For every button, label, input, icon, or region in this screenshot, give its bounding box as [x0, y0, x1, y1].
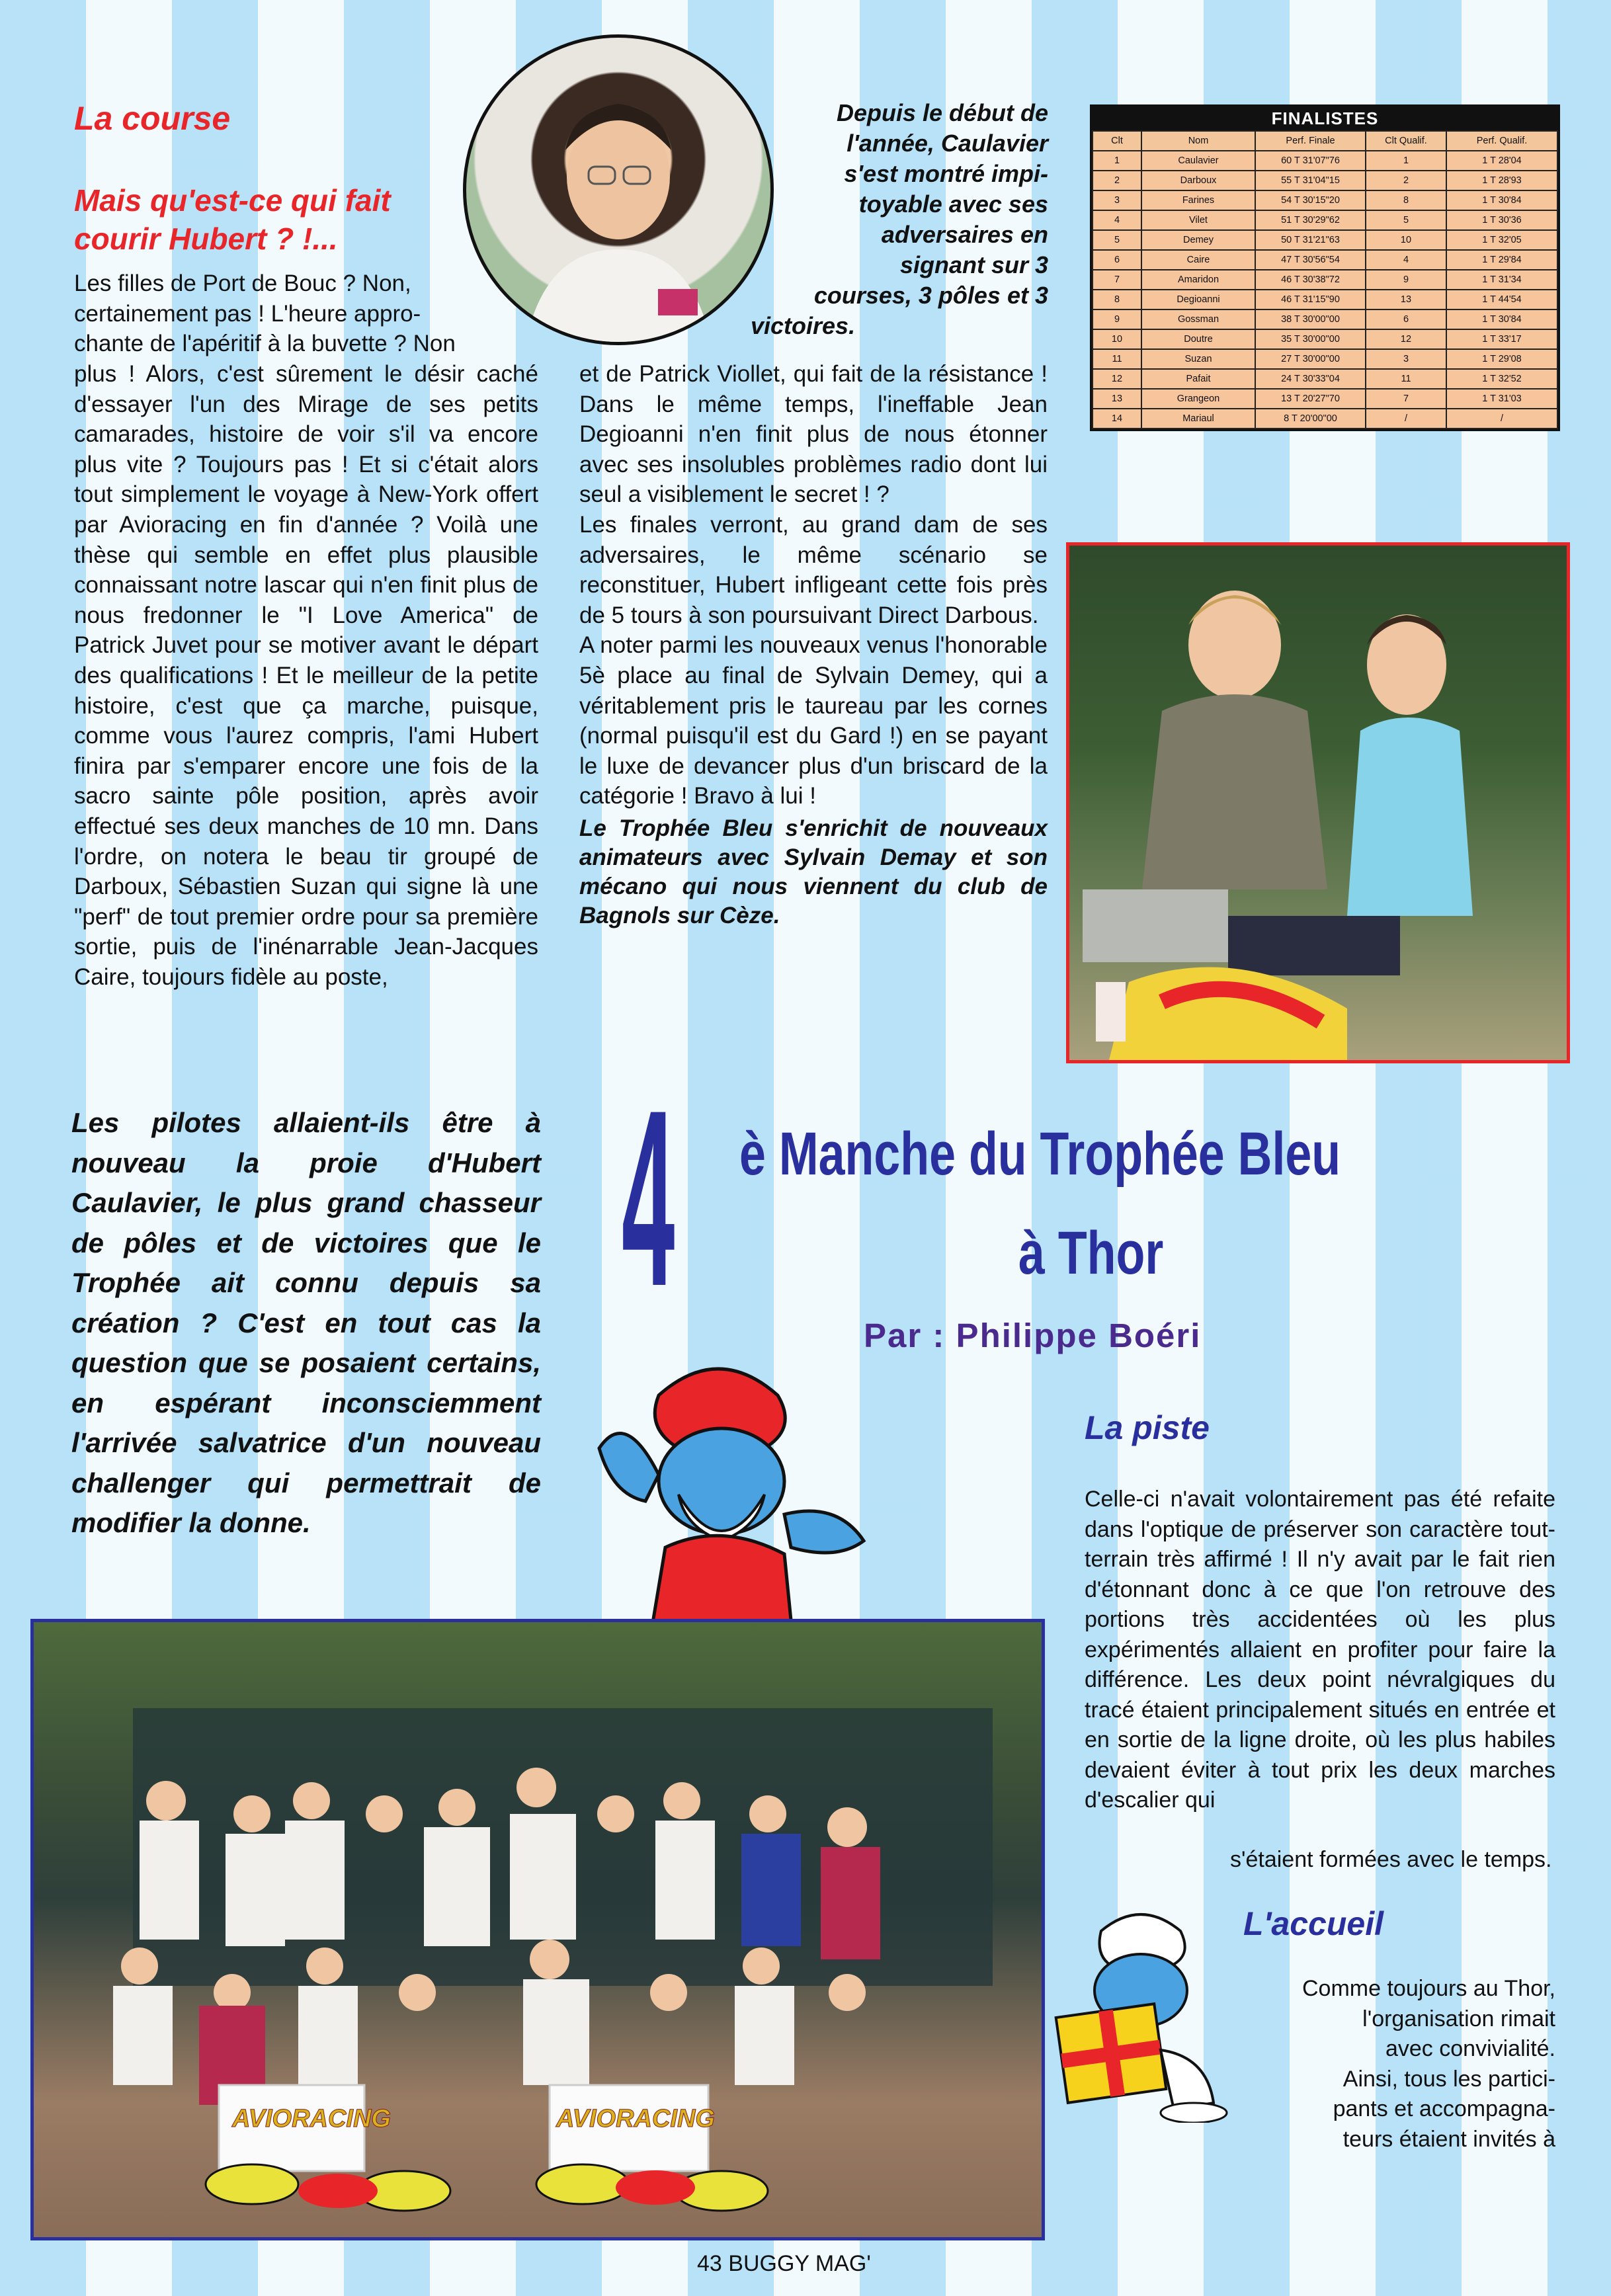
cell-nom: Gossman — [1141, 309, 1255, 329]
accueil-body — [1230, 1974, 1555, 2155]
avioracing-banner-right: AVIORACING — [556, 2105, 715, 2133]
col1-body: plus ! Alors, c'est sûrement le désir caché d'essayer l'un des Mirage de ses petits camarades, histoire de voir s'il va encore plus vite ? Toujours pas ! Et si c'était alors tout simplement le voyage à New-York offert par Avioracing en fin d'année ? Voilà une thèse qui semble en effet plus plausible connaissant notre lascar qui n'en finit plus de nous fredonner le "I Love America" de Patrick Juvet pour se motiver avant le départ des qualifications ! Et le meilleur de la petite histoire, c'est que ça marche, puisque, comme vous l'aurez compris, l'ami Hubert finira par s'emparer encore une fois de la sacro sainte pôle position, après avoir effectué ses deux manches de 10 mn. Dans l'ordre, on notera le beau tir groupé de Darboux, Sébastien Suzan qui signe là une "perf" de tout premier ordre pour sa première sortie, puis de l'inénarrable Jean-Jacques Caire, toujours fidèle au poste, — [74, 361, 538, 990]
byline: Par : Philippe Boéri — [864, 1317, 1202, 1354]
cell-clt-qualif: 4 — [1366, 250, 1446, 270]
cell-perf-finale: 54 T 30'15"20 — [1255, 190, 1366, 210]
table-row — [1093, 270, 1557, 290]
cell-clt-qualif: 12 — [1366, 329, 1446, 349]
caption-line-2: l'année, Caulavier — [847, 130, 1048, 157]
headline-number-4: 4 — [622, 1057, 675, 1338]
subtitle-hubert: Mais qu'est-ce qui fait courir Hubert ? !... — [74, 183, 391, 256]
table-row — [1093, 210, 1557, 230]
caption-caulavier — [751, 98, 1048, 341]
papa-smurf-icon — [586, 1349, 870, 1660]
cell-perf-qualif: 1 T 33'17 — [1446, 329, 1557, 349]
cell-perf-finale: 24 T 30'33"04 — [1255, 369, 1366, 389]
portrait-photo-hubert — [463, 34, 774, 345]
cell-clt: 9 — [1093, 309, 1141, 329]
caption-line-3: s'est montré impi- — [844, 160, 1048, 187]
group-photo — [30, 1619, 1045, 2240]
header-clt-qualif: Clt Qualif. — [1366, 131, 1446, 151]
cell-nom: Caulavier — [1141, 151, 1255, 171]
cell-clt-qualif: 10 — [1366, 230, 1446, 250]
cell-perf-finale: 27 T 30'00"00 — [1255, 349, 1366, 369]
cell-perf-finale: 50 T 31'21"63 — [1255, 230, 1366, 250]
section-title-la-course: La course — [74, 100, 231, 137]
table-row — [1093, 309, 1557, 329]
table-body — [1093, 151, 1557, 429]
col1-body-narrow — [74, 268, 458, 359]
cell-perf-finale: 55 T 31'04"15 — [1255, 171, 1366, 190]
cell-clt-qualif: 5 — [1366, 210, 1446, 230]
cell-clt-qualif: 7 — [1366, 389, 1446, 409]
cell-perf-qualif: 1 T 32'05 — [1446, 230, 1557, 250]
table-title: FINALISTES — [1092, 106, 1558, 130]
cell-clt-qualif: 3 — [1366, 349, 1446, 369]
table-row — [1093, 230, 1557, 250]
table-row — [1093, 151, 1557, 171]
accueil-line-1: Comme toujours au Thor, — [1302, 1976, 1555, 2001]
table-header-row — [1093, 131, 1557, 151]
photo-illustration — [1069, 546, 1567, 1060]
caption-line-1: Depuis le début de — [836, 99, 1048, 126]
cell-perf-qualif: 1 T 29'84 — [1446, 250, 1557, 270]
accueil-line-2: l'organisation rimait — [1362, 2006, 1555, 2031]
cell-perf-finale: 8 T 20'00"00 — [1255, 409, 1366, 429]
table-row — [1093, 329, 1557, 349]
cell-nom: Degioanni — [1141, 290, 1255, 309]
cell-clt: 3 — [1093, 190, 1141, 210]
cell-perf-qualif: 1 T 30'84 — [1446, 190, 1557, 210]
caption-line-5: adversaires en — [881, 221, 1048, 248]
intro-paragraph: Les pilotes allaient-ils être à nouveau la proie d'Hubert Caulavier, le plus grand chasseur de pôles et de victoires que le Trophée ait connu depuis sa création ? C'est en tout cas la question que se posaient certains, en espérant inconsciemment l'arrivée salvatrice d'un nouveau challenger qui permettrait de modifier la donne. — [71, 1107, 541, 1538]
cell-perf-finale: 47 T 30'56"54 — [1255, 250, 1366, 270]
cell-clt: 12 — [1093, 369, 1141, 389]
table-row — [1093, 409, 1557, 429]
cell-clt-qualif: 13 — [1366, 290, 1446, 309]
cell-nom: Amaridon — [1141, 270, 1255, 290]
accueil-line-5: pants et accompagna- — [1333, 2096, 1555, 2122]
header-nom: Nom — [1141, 131, 1255, 151]
col2-paragraph-2: Les finales verront, au grand dam de ses adversaires, le même scénario se reconstituer, Hubert infligeant cette fois près de 5 tours à son poursuivant Direct Darbous. — [579, 511, 1048, 628]
cell-clt-qualif: / — [1366, 409, 1446, 429]
cell-nom: Grangeon — [1141, 389, 1255, 409]
col2-paragraph-3: A noter parmi les nouveaux venus l'honorable 5è place au final de Sylvain Demey, qui a véritablement pris le taureau par les cornes (normal puisqu'il est du Gard !) en se payant le luxe de devancer plus d'un briscard de la catégorie ! Bravo à lui ! — [579, 632, 1048, 809]
table-row — [1093, 369, 1557, 389]
cell-clt: 10 — [1093, 329, 1141, 349]
table-row — [1093, 349, 1557, 369]
section-title-accueil: L'accueil — [1243, 1905, 1384, 1942]
cell-clt: 5 — [1093, 230, 1141, 250]
cell-perf-finale: 13 T 20'27"70 — [1255, 389, 1366, 409]
cell-perf-qualif: / — [1446, 409, 1557, 429]
col2-caption-sylvain: Le Trophée Bleu s'enrichit de nouveaux animateurs avec Sylvain Demay et son mécano qui nous viennent du club de Bagnols sur Cèze. — [579, 815, 1048, 928]
header-perf-finale: Perf. Finale — [1255, 131, 1366, 151]
caption-line-8: victoires. — [751, 312, 856, 339]
papa-smurf-illustration — [586, 1349, 870, 1660]
cell-clt-qualif: 9 — [1366, 270, 1446, 290]
cell-clt: 1 — [1093, 151, 1141, 171]
cell-nom: Vilet — [1141, 210, 1255, 230]
cell-perf-finale: 46 T 30'38"72 — [1255, 270, 1366, 290]
cell-clt: 7 — [1093, 270, 1141, 290]
caption-line-4: toyable avec ses — [858, 190, 1048, 218]
caption-line-6: signant sur 3 — [899, 251, 1048, 278]
narrow-line-2: certainement pas ! L'heure appro- — [74, 300, 421, 327]
cell-clt: 14 — [1093, 409, 1141, 429]
cell-perf-finale: 51 T 30'29"62 — [1255, 210, 1366, 230]
cell-clt: 2 — [1093, 171, 1141, 190]
table-row — [1093, 250, 1557, 270]
cell-perf-qualif: 1 T 28'04 — [1446, 151, 1557, 171]
cell-perf-finale: 46 T 31'15"90 — [1255, 290, 1366, 309]
cell-perf-qualif: 1 T 44'54 — [1446, 290, 1557, 309]
cell-nom: Demey — [1141, 230, 1255, 250]
accueil-line-6: teurs étaient invités à — [1342, 2126, 1555, 2152]
narrow-line-1: Les filles de Port de Bouc ? Non, — [74, 270, 411, 296]
cell-clt-qualif: 6 — [1366, 309, 1446, 329]
narrow-line-3: chante de l'apéritif à la buvette ? Non — [74, 331, 456, 357]
header-perf-qualif: Perf. Qualif. — [1446, 131, 1557, 151]
smurf-gift-icon — [1042, 1905, 1233, 2123]
page-footer: 43 BUGGY MAG' — [697, 2251, 871, 2276]
table-row — [1093, 190, 1557, 210]
piste-last-line: s'étaient formées avec le temps. — [1230, 1847, 1552, 1872]
cell-perf-qualif: 1 T 28'93 — [1446, 171, 1557, 190]
piste-body: Celle-ci n'avait volontairement pas été refaite dans l'optique de préserver son caractère tout-terrain très affirmé ! Il n'y avait par le fait rien d'étonnant donc à ce que l'on retrouve des portions très accidentées où les plus expérimentés allaient en profiter pour faire la différence. Les deux point névralgiques du tracé étaient principalement situés en entrée et en sortie de la ligne droite, où les plus habiles devaient éviter à tout prix les deux marches d'escalier qui — [1085, 1487, 1555, 1813]
cell-clt: 4 — [1093, 210, 1141, 230]
caption-line-7: courses, 3 pôles et 3 — [813, 282, 1048, 309]
headline-line-1: è Manche du Trophée Bleu — [739, 1120, 1341, 1188]
cell-perf-finale: 38 T 30'00"00 — [1255, 309, 1366, 329]
cell-perf-qualif: 1 T 30'36 — [1446, 210, 1557, 230]
section-title-la-piste: La piste — [1085, 1409, 1210, 1446]
accueil-line-3: avec convivialité. — [1385, 2036, 1555, 2062]
smurf-gift-illustration — [1042, 1905, 1233, 2123]
cell-nom: Caire — [1141, 250, 1255, 270]
cell-perf-finale: 35 T 30'00"00 — [1255, 329, 1366, 349]
headline-line-2: à Thor — [1018, 1219, 1164, 1287]
cell-perf-qualif: 1 T 31'03 — [1446, 389, 1557, 409]
table-row — [1093, 290, 1557, 309]
cell-nom: Suzan — [1141, 349, 1255, 369]
cell-perf-qualif: 1 T 29'08 — [1446, 349, 1557, 369]
cell-perf-finale: 60 T 31'07"76 — [1255, 151, 1366, 171]
cell-nom: Pafait — [1141, 369, 1255, 389]
col2-body — [579, 359, 1048, 930]
table-row — [1093, 171, 1557, 190]
cell-nom: Farines — [1141, 190, 1255, 210]
avioracing-banner-left: AVIORACING — [232, 2105, 391, 2133]
results-table — [1092, 130, 1558, 429]
cell-clt: 8 — [1093, 290, 1141, 309]
cell-clt-qualif: 2 — [1366, 171, 1446, 190]
cell-nom: Darboux — [1141, 171, 1255, 190]
col2-paragraph-1: et de Patrick Viollet, qui fait de la résistance ! Dans le même temps, l'ineffable Jean Degioanni n'en finit plus de nous étonner avec ses insolubles problèmes radio dont lui seul a visiblement le secret ! ? — [579, 361, 1048, 508]
photo-sylvain-and-mecano — [1066, 542, 1570, 1063]
cell-perf-qualif: 1 T 30'84 — [1446, 309, 1557, 329]
cell-clt: 11 — [1093, 349, 1141, 369]
cell-nom: Doutre — [1141, 329, 1255, 349]
portrait-illustration — [466, 38, 770, 342]
cell-clt-qualif: 1 — [1366, 151, 1446, 171]
cell-clt-qualif: 11 — [1366, 369, 1446, 389]
table-row — [1093, 389, 1557, 409]
cell-clt-qualif: 8 — [1366, 190, 1446, 210]
cell-perf-qualif: 1 T 32'52 — [1446, 369, 1557, 389]
accueil-line-4: Ainsi, tous les partici- — [1342, 2066, 1555, 2092]
cell-clt: 13 — [1093, 389, 1141, 409]
cell-nom: Mariaul — [1141, 409, 1255, 429]
header-clt: Clt — [1093, 131, 1141, 151]
group-photo-illustration — [34, 1622, 1042, 2237]
finalistes-table — [1090, 104, 1560, 431]
cell-clt: 6 — [1093, 250, 1141, 270]
cell-perf-qualif: 1 T 31'34 — [1446, 270, 1557, 290]
